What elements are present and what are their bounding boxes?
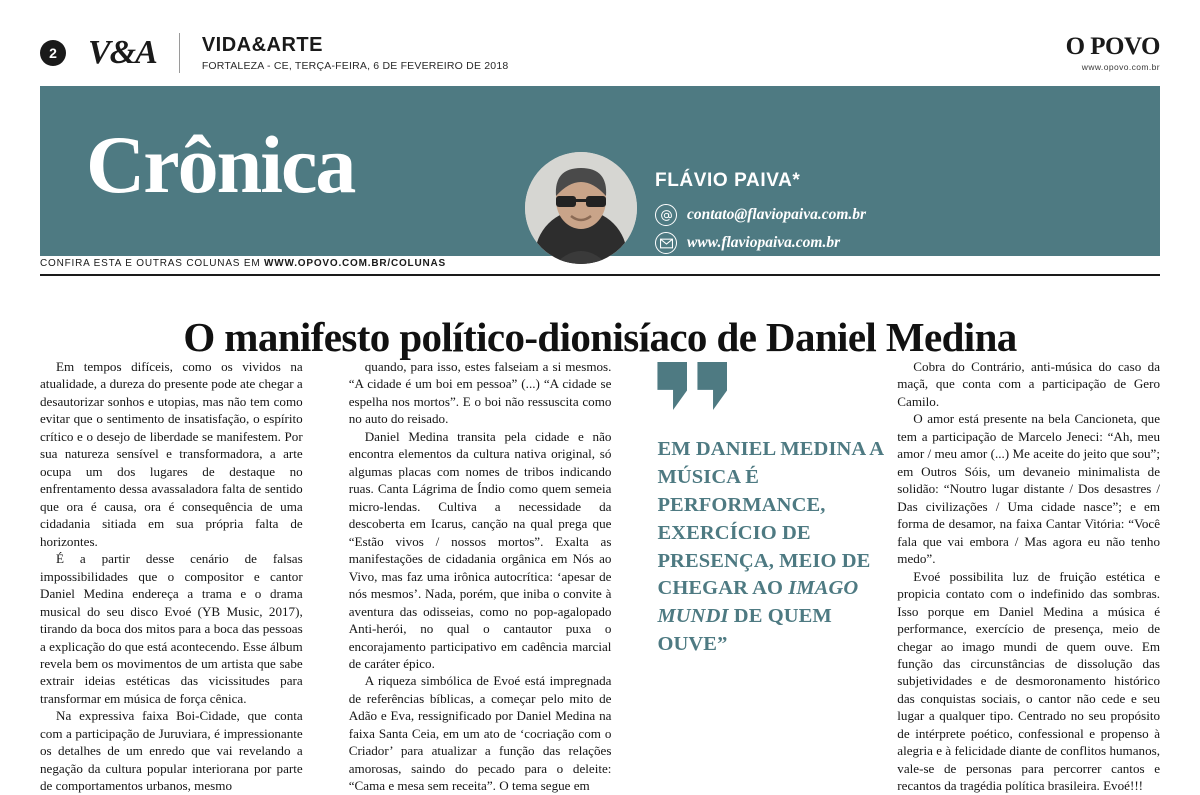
paragraph: É a partir desse cenário de falsas impossibilidades que o compositor e cantor Daniel Medina endereça a trama e o drama musical do seu disco Evoé (YB Music, 2017), tirando da boca dos mitos para a boca das pessoas a explicação do que está acontecendo. Esse álbum revela bem os movimentos de um artista que sabe extrair ideias estéticas das vicissitudes para transformar em música de força cênica.: [40, 551, 303, 706]
author-name: FLÁVIO PAIVA*: [655, 170, 801, 191]
author-email: contato@flaviopaiva.com.br: [687, 206, 867, 224]
envelope-icon: [655, 232, 677, 254]
author-email-row[interactable]: [655, 204, 866, 226]
article-body: [40, 358, 1161, 794]
article-column-4: [897, 358, 1161, 794]
paragraph: Evoé possibilita luz de fruição estética e propicia contato com o indefinido das sombras. Isso porque em Daniel Medina a música é performance, exercício de presença, meio de chegar ao imago mundi de quem ouve. Em função das circunstâncias de dissolução das subjetividades e de desmoronamento histórico das conquistas sociais, o cantor não cede e seu lugar a qualquer tipo. Centrado no seu propósito de intérprete poético, confessional e propenso à alegria e à felicidade diante de conflitos humanos, vale-se de personas para percorrer cantos e recantos da tragédia política brasileira. Evoé!!!: [897, 568, 1161, 794]
paragraph: Cobra do Contrário, anti-música do caso da maçã, que conta com a participação de Gero Camilo.: [897, 359, 1161, 409]
author-photo: [525, 152, 637, 264]
author-site-row[interactable]: [655, 232, 866, 254]
banner-title: Crônica: [86, 119, 355, 210]
quote-mark-icon: [657, 362, 897, 410]
pullquote-text: [657, 436, 897, 659]
author-contact-block: [655, 170, 866, 270]
brand-name: O POVO: [1065, 33, 1160, 60]
article-column-1: [40, 358, 303, 794]
columns-promo-link[interactable]: WWW.OPOVO.COM.BR/COLUNAS: [264, 258, 446, 269]
vida-arte-logo: V&A: [88, 33, 180, 73]
at-icon: [655, 204, 677, 226]
paragraph: A riqueza simbólica de Evoé está impregnada de referências bíblicas, a começar pelo mito de Adão e Eva, ressignificado por Daniel Medina na faixa Santa Ceia, em um ato de ‘cocriação com o Criador’ para atualizar a função das relações amorosas, saindo do pecado para o deleite: “Cama e mesa sem receita”. O tema segue em: [348, 673, 612, 794]
paragraph: O amor está presente na bela Cancioneta, que tem a participação de Marcelo Jeneci: “Ah, meu amor / meu amor (...) Me aceite do jeito que sou”; em Outros Sóis, um devaneio minimalista de solidão: “Noutro lugar distante / Dos desastres / Das civilizações / Uma cidade nasce”; e em forma de desamor, na faixa Cantar Vitória: “Você fala que vai embora / Mas agora eu não tenho medo”.: [897, 411, 1161, 567]
section-info: [180, 35, 509, 72]
author-note: *ESCREVE ÀS TERÇAS: [687, 260, 793, 270]
columns-promo-strip: [40, 258, 1160, 276]
paragraph: Em tempos difíceis, como os vividos na atualidade, a dureza do presente pode ate chegar a desautorizar sonhos e utopias, mas não tem como evitar que o sentimento de insatisfação, o espírito crítico e o desejo de liberdade se manifestem. Por sua natureza sensível e transformadora, a arte ocupa um dos lugares de destaque no enfrentamento dessa avassaladora falta de sentido que ora é causa, ora é consequência de uma cidadania sitiada em sua própria falta de horizontes.: [40, 359, 303, 549]
brand-url: www.opovo.com.br: [1081, 62, 1160, 72]
publisher-brand: [1066, 34, 1160, 72]
section-title: VIDA&ARTE: [201, 33, 323, 56]
pullquote-part2: DE QUEM OUVE”: [657, 605, 832, 656]
section-date: FORTALEZA - CE, TERÇA-FEIRA, 6 DE FEVEREIRO DE 2018: [201, 59, 509, 72]
page-number: 2: [40, 40, 66, 66]
pullquote-column: [657, 358, 897, 768]
paragraph: Daniel Medina transita pela cidade e não encontra elementos da cultura nativa original, só algumas placas com nomes de tribos indicando ruas. Canta Lágrima de Índio como quem semeia micro-lendas. Cultiva a necessidade da descoberta em Icarus, canção na qual prega que “Estão vivos / nossos mortos”. Exalta as manifestações de cidadania orgânica em Nós ao Vivo, mas faz uma irônica autocrítica: ‘apesar de nós mesmos’. Nada, porém, que iniba o convite à aventura das odisseias, como no pop-agalopado Anti-herói, no qual o cantautor puxa o encorajamento participativo em cadência marcial de caráter épico.: [348, 428, 612, 671]
author-site: www.flaviopaiva.com.br: [687, 234, 841, 252]
article-column-2: [348, 358, 612, 794]
paragraph: Na expressiva faixa Boi-Cidade, que conta com a participação de Juruviara, é impressionante os detalhes de um enredo que vai revelando a negação da cultura popular interiorana por parte de comportamentos urbanos, mesmo: [40, 708, 303, 794]
masthead: [40, 30, 1160, 76]
page-title: O manifesto político-dionisíaco de Daniel Medina: [183, 314, 1017, 361]
pullquote-italic: IMAGO MUNDI: [657, 577, 859, 628]
pullquote-part1: EM DANIEL MEDINA A MÚSICA É PERFORMANCE, EXERCÍCIO DE PRESENÇA, MEIO DE CHEGAR AO: [657, 438, 884, 600]
columns-promo-prefix: CONFIRA ESTA E OUTRAS COLUNAS EM: [40, 258, 265, 269]
paragraph: quando, para isso, estes falseiam a si mesmos. “A cidade é um boi em pessoa” (...) “A cidade se espelha nos mortos”. E o boi não ressuscita como no auto do reisado.: [348, 359, 612, 427]
